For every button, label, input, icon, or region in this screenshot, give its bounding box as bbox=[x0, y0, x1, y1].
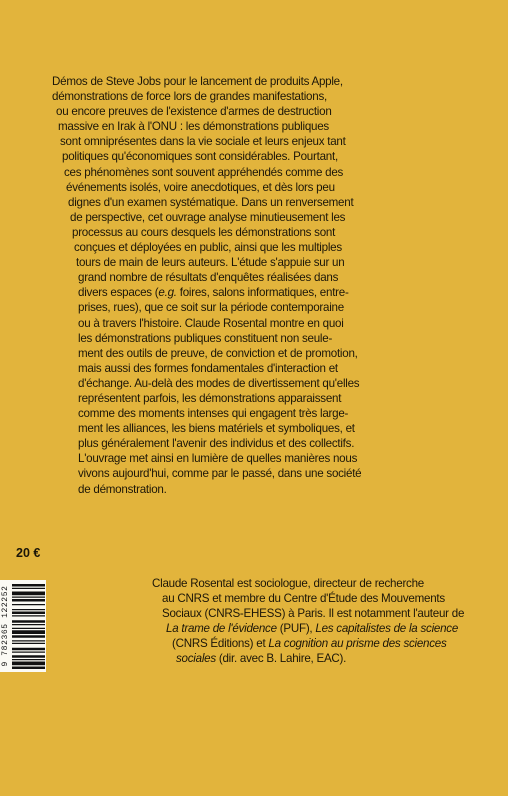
blurb-line: processus au cours desquels les démonstrations sont bbox=[72, 225, 336, 239]
blurb-line: comme des moments intenses qui engagent très large- bbox=[78, 407, 349, 421]
author-bio-line bbox=[152, 621, 459, 636]
publisher-text: (dir. avec B. Lahire, EAC). bbox=[215, 652, 347, 666]
barcode-bar bbox=[12, 630, 45, 634]
blurb-line: grand nombre de résultats d'enquêtes réalisées dans bbox=[78, 271, 339, 285]
barcode-bar bbox=[12, 659, 45, 660]
barcode-bar bbox=[12, 628, 45, 629]
blurb-line: démonstrations de force lors de grandes manifestations, bbox=[52, 90, 327, 104]
barcode-bar bbox=[12, 648, 45, 651]
blurb-line: politiques qu'économiques sont considérables. Pourtant, bbox=[62, 150, 338, 164]
back-cover-blurb bbox=[52, 74, 452, 497]
publisher-text: (CNRS Éditions) et bbox=[172, 637, 269, 651]
blurb-line: de démonstration. bbox=[78, 482, 167, 496]
barcode-bar bbox=[12, 655, 45, 658]
barcode-bar bbox=[12, 592, 45, 596]
blurb-line: ment les alliances, les biens matériels et symboliques, et bbox=[78, 422, 355, 436]
barcode-bar bbox=[12, 667, 45, 670]
barcode-bar bbox=[12, 640, 45, 641]
blurb-line: L'ouvrage met ainsi en lumière de quelles manières nous bbox=[78, 452, 358, 466]
book-title: La cognition au prisme des sciences bbox=[268, 637, 447, 651]
book-title: La trame de l'évidence bbox=[166, 622, 277, 636]
author-bio bbox=[152, 576, 465, 667]
blurb-line: tours de main de leurs auteurs. L'étude s'appuie sur un bbox=[76, 256, 345, 270]
author-bio-line bbox=[152, 636, 452, 651]
blurb-line: prises, rues), que ce soit sur la période contemporaine bbox=[78, 301, 344, 315]
blurb-line: vivons aujourd'hui, comme par le passé, dans une société bbox=[78, 467, 362, 481]
book-title: Les capitalistes de la science bbox=[315, 622, 459, 636]
price-label: 20 € bbox=[16, 546, 41, 560]
isbn-barcode bbox=[0, 580, 46, 672]
barcode-bar bbox=[12, 597, 45, 598]
blurb-line: mais aussi des formes fondamentales d'interaction et bbox=[78, 361, 338, 375]
barcode-bar bbox=[12, 624, 45, 625]
barcode-bar bbox=[12, 588, 45, 589]
blurb-line: d'échange. Au-delà des modes de divertissement qu'elles bbox=[78, 376, 360, 390]
isbn-digits: 9 782365 122252 bbox=[1, 585, 10, 667]
book-title: sociales bbox=[176, 652, 216, 666]
blurb-line: divers espaces (e.g. foires, salons informatiques, entre- bbox=[78, 286, 349, 300]
blurb-line: les démonstrations publiques constituent non seule- bbox=[78, 331, 333, 345]
barcode-bar bbox=[12, 615, 45, 616]
blurb-line: conçues et déployées en public, ainsi que les multiples bbox=[74, 241, 342, 255]
blurb-line: ces phénomènes sont souvent appréhendés comme des bbox=[64, 165, 344, 179]
author-bio-line: Claude Rosental est sociologue, directeur de recherche bbox=[152, 577, 425, 590]
barcode-bar bbox=[12, 662, 45, 666]
barcode-bar bbox=[12, 584, 45, 587]
publisher-text: (PUF), bbox=[276, 622, 316, 636]
barcode-bar bbox=[12, 620, 45, 623]
blurb-line: événements isolés, voire anecdotiques, et dès lors peu bbox=[66, 180, 335, 194]
blurb-line: ment des outils de preuve, de conviction et de promotion, bbox=[78, 346, 358, 360]
barcode-bar bbox=[12, 643, 45, 644]
blurb-line: sont omniprésentes dans la vie sociale et leurs enjeux tant bbox=[60, 135, 346, 149]
barcode-bar bbox=[12, 604, 45, 605]
barcode-bar bbox=[12, 635, 45, 638]
blurb-line: plus généralement l'avenir des individus et des collectifs. bbox=[78, 437, 355, 451]
blurb-line: de perspective, cet ouvrage analyse minutieusement les bbox=[70, 210, 346, 224]
author-bio-line: au CNRS et membre du Centre d'Étude des Mouvements bbox=[162, 592, 445, 606]
barcode-bar bbox=[12, 652, 45, 653]
blurb-line: représentent parfois, les démonstrations apparaissent bbox=[78, 391, 342, 405]
barcode-bar bbox=[12, 612, 45, 615]
blurb-line: dignes d'un examen systématique. Dans un renversement bbox=[68, 195, 354, 209]
blurb-line: ou encore preuves de l'existence d'armes de destruction bbox=[56, 105, 332, 119]
author-bio-line bbox=[152, 651, 452, 666]
blurb-line: Démos de Steve Jobs pour le lancement de produits Apple, bbox=[52, 75, 343, 88]
blurb-line: ou à travers l'histoire. Claude Rosental montre en quoi bbox=[78, 316, 344, 330]
barcode-bar bbox=[12, 609, 45, 610]
author-bio-line: Sociaux (CNRS-EHESS) à Paris. Il est notamment l'auteur de bbox=[162, 607, 465, 621]
barcode-bar bbox=[12, 599, 45, 602]
blurb-line: massive en Irak à l'ONU : les démonstrations publiques bbox=[58, 120, 329, 134]
